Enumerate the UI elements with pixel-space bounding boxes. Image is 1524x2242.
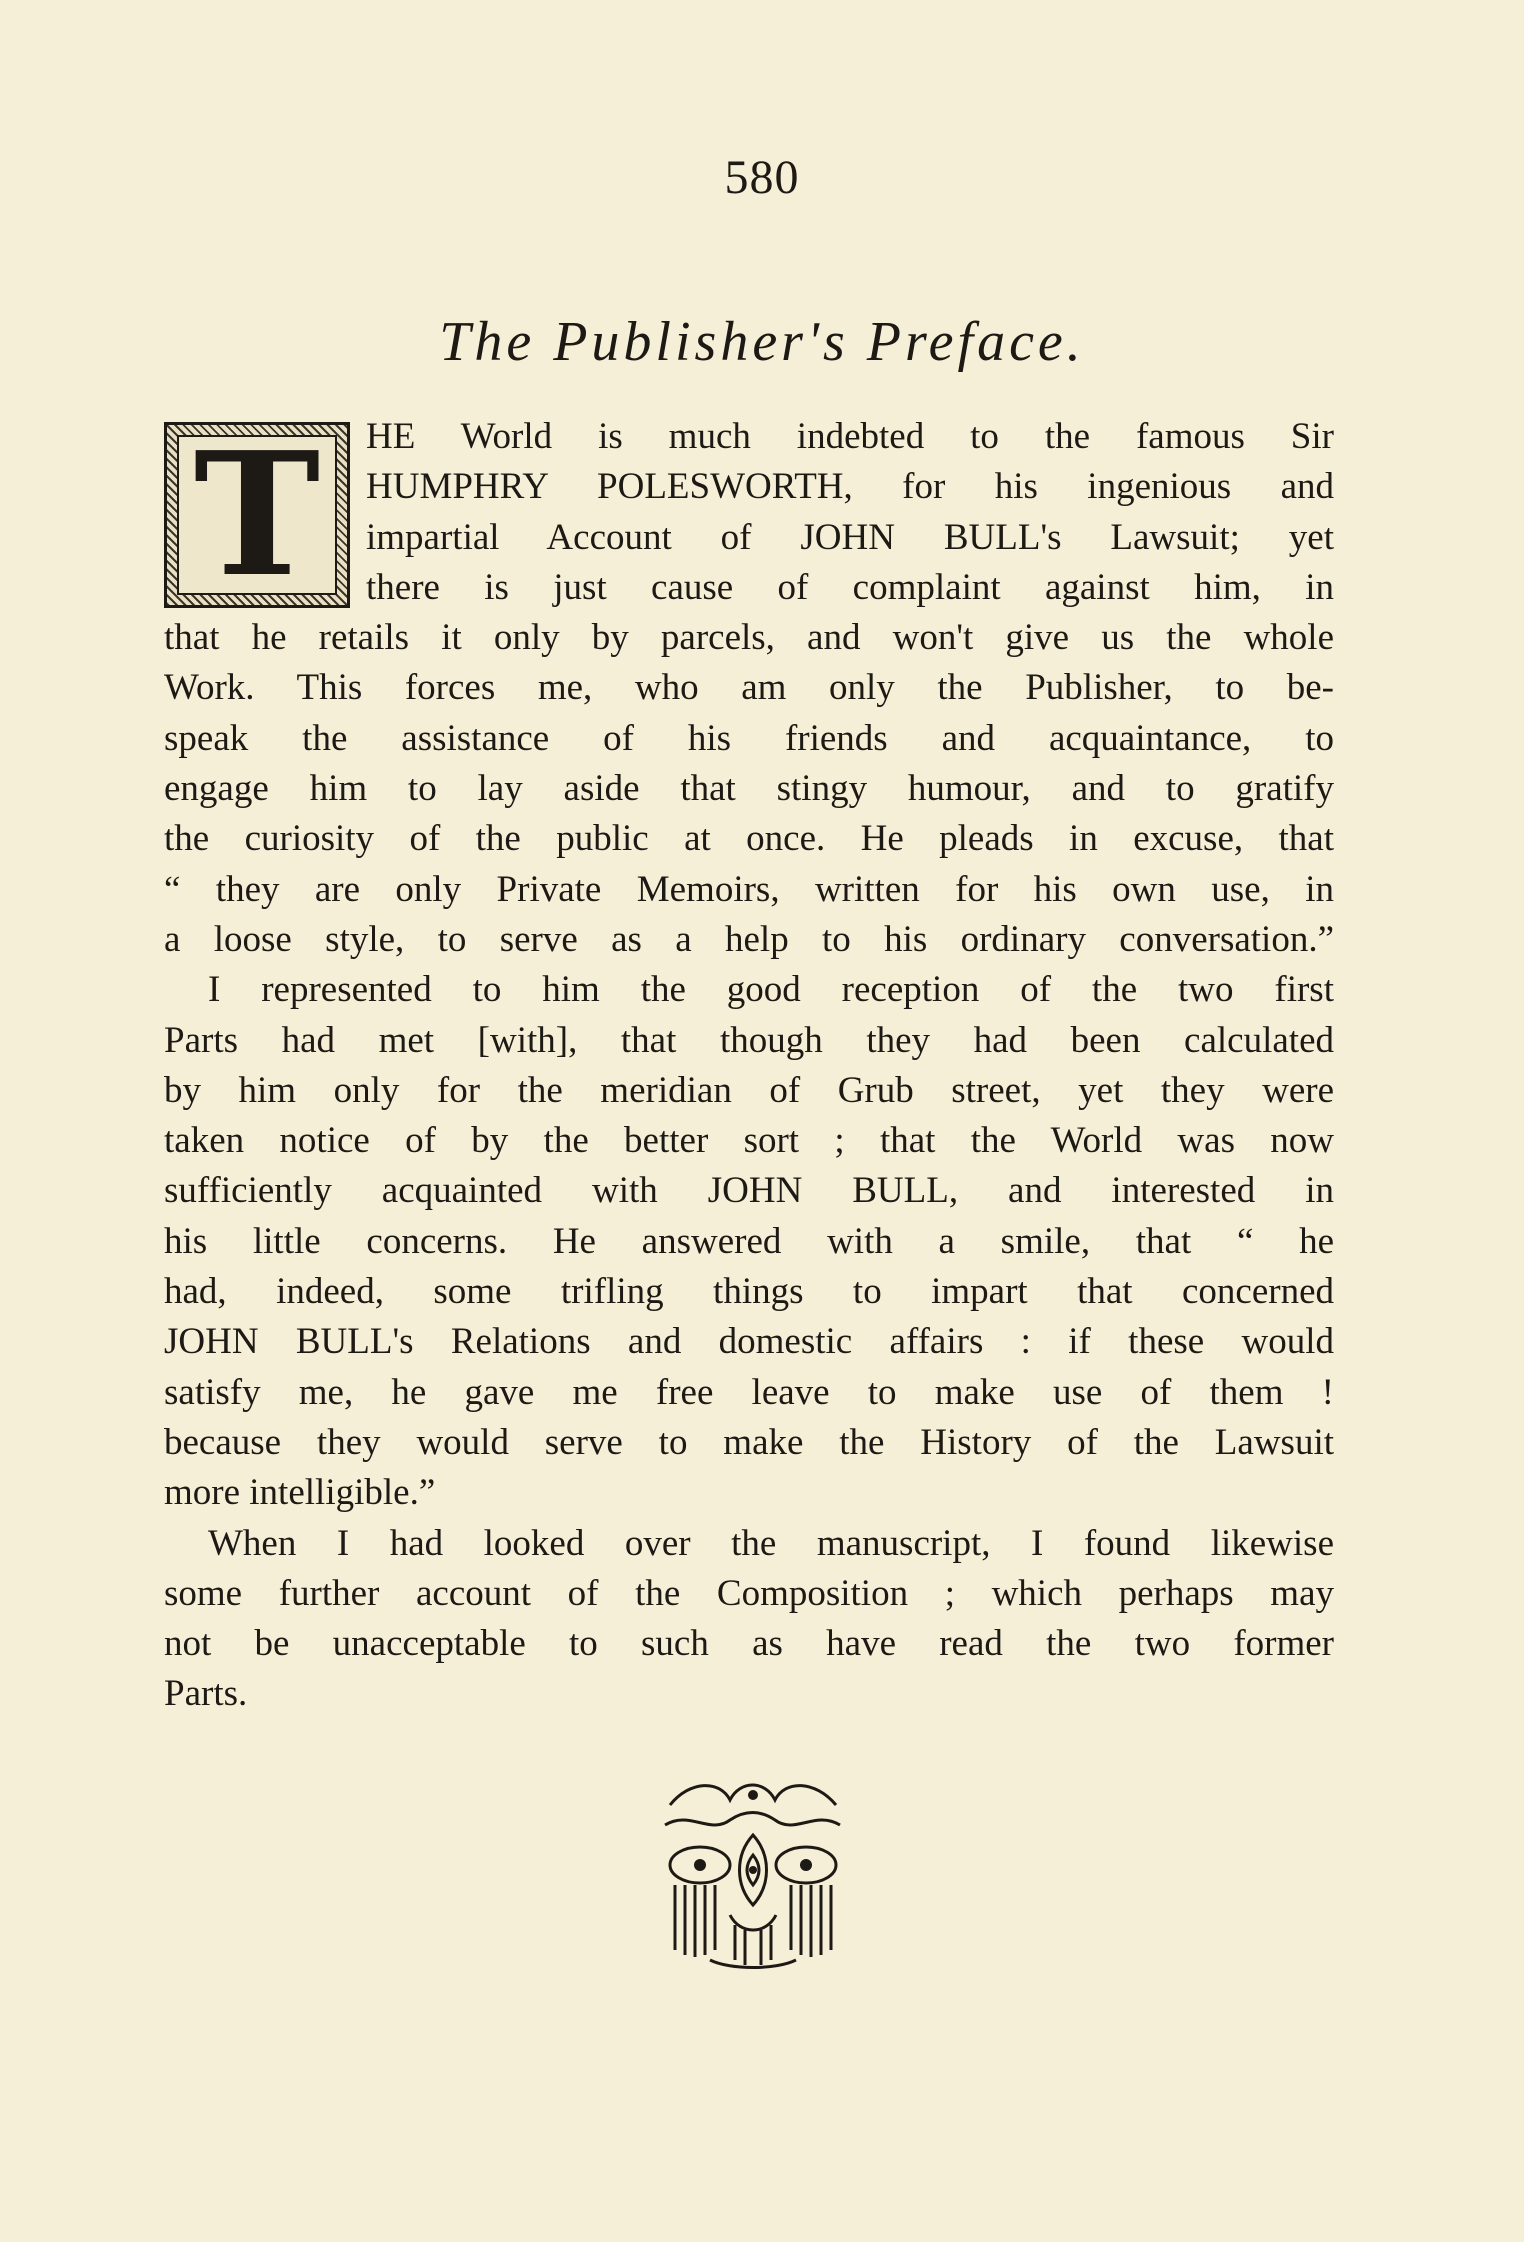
text-line: more intelligible.” — [164, 1472, 436, 1514]
text-line: Parts. — [164, 1673, 248, 1715]
page-number: 580 — [724, 151, 800, 204]
text-line: sufficiently acquainted with JOHN BULL, and interested in — [164, 1170, 1334, 1212]
text-line: HUMPHRY POLESWORTH, for his ingenious and — [366, 466, 1334, 508]
text-line: JOHN BULL's Relations and domestic affairs : if these would — [164, 1321, 1334, 1363]
text-line: Work. This forces me, who am only the Publisher, to be- — [164, 667, 1334, 709]
text-line: impartial Account of JOHN BULL's Lawsuit; yet — [366, 516, 1334, 558]
preface-body — [164, 412, 1334, 1720]
text-line: by him only for the meridian of Grub street, yet they were — [164, 1069, 1334, 1111]
tailpiece-ornament-icon — [650, 1775, 856, 1975]
initial-letter: T — [193, 415, 321, 615]
text-line: not be unacceptable to such as have read the two former — [164, 1623, 1334, 1665]
text-line: had, indeed, some trifling things to impart that concerned — [164, 1271, 1334, 1313]
text-line: engage him to lay aside that stingy humour, and to gratify — [164, 768, 1334, 810]
page-title: The Publisher's Preface. — [439, 311, 1085, 373]
text-line: a loose style, to serve as a help to his ordinary conversation.” — [164, 918, 1334, 960]
text-line: some further account of the Composition ; which perhaps may — [164, 1572, 1334, 1614]
text-line: HE World is much indebted to the famous Sir — [366, 416, 1334, 457]
text-line: satisfy me, he gave me free leave to make use of them ! — [164, 1371, 1334, 1413]
text-line: “ they are only Private Memoirs, written for his own use, in — [164, 868, 1334, 910]
text-line: that he retails it only by parcels, and won't give us the whole — [164, 617, 1334, 659]
text-line: the curiosity of the public at once. He pleads in excuse, that — [164, 818, 1334, 860]
text-line: speak the assistance of his friends and acquaintance, to — [164, 717, 1334, 759]
text-line: I represented to him the good reception of the two first — [208, 969, 1334, 1011]
text-line: because they would serve to make the History of the Lawsuit — [164, 1421, 1334, 1463]
text-line: taken notice of by the better sort ; that the World was now — [164, 1120, 1334, 1162]
text-line: there is just cause of complaint against him, in — [366, 566, 1334, 608]
text-line: Parts had met [with], that though they had been calculated — [164, 1019, 1334, 1061]
text-line: his little concerns. He answered with a smile, that “ he — [164, 1220, 1334, 1262]
text-line: When I had looked over the manuscript, I found likewise — [208, 1522, 1334, 1564]
